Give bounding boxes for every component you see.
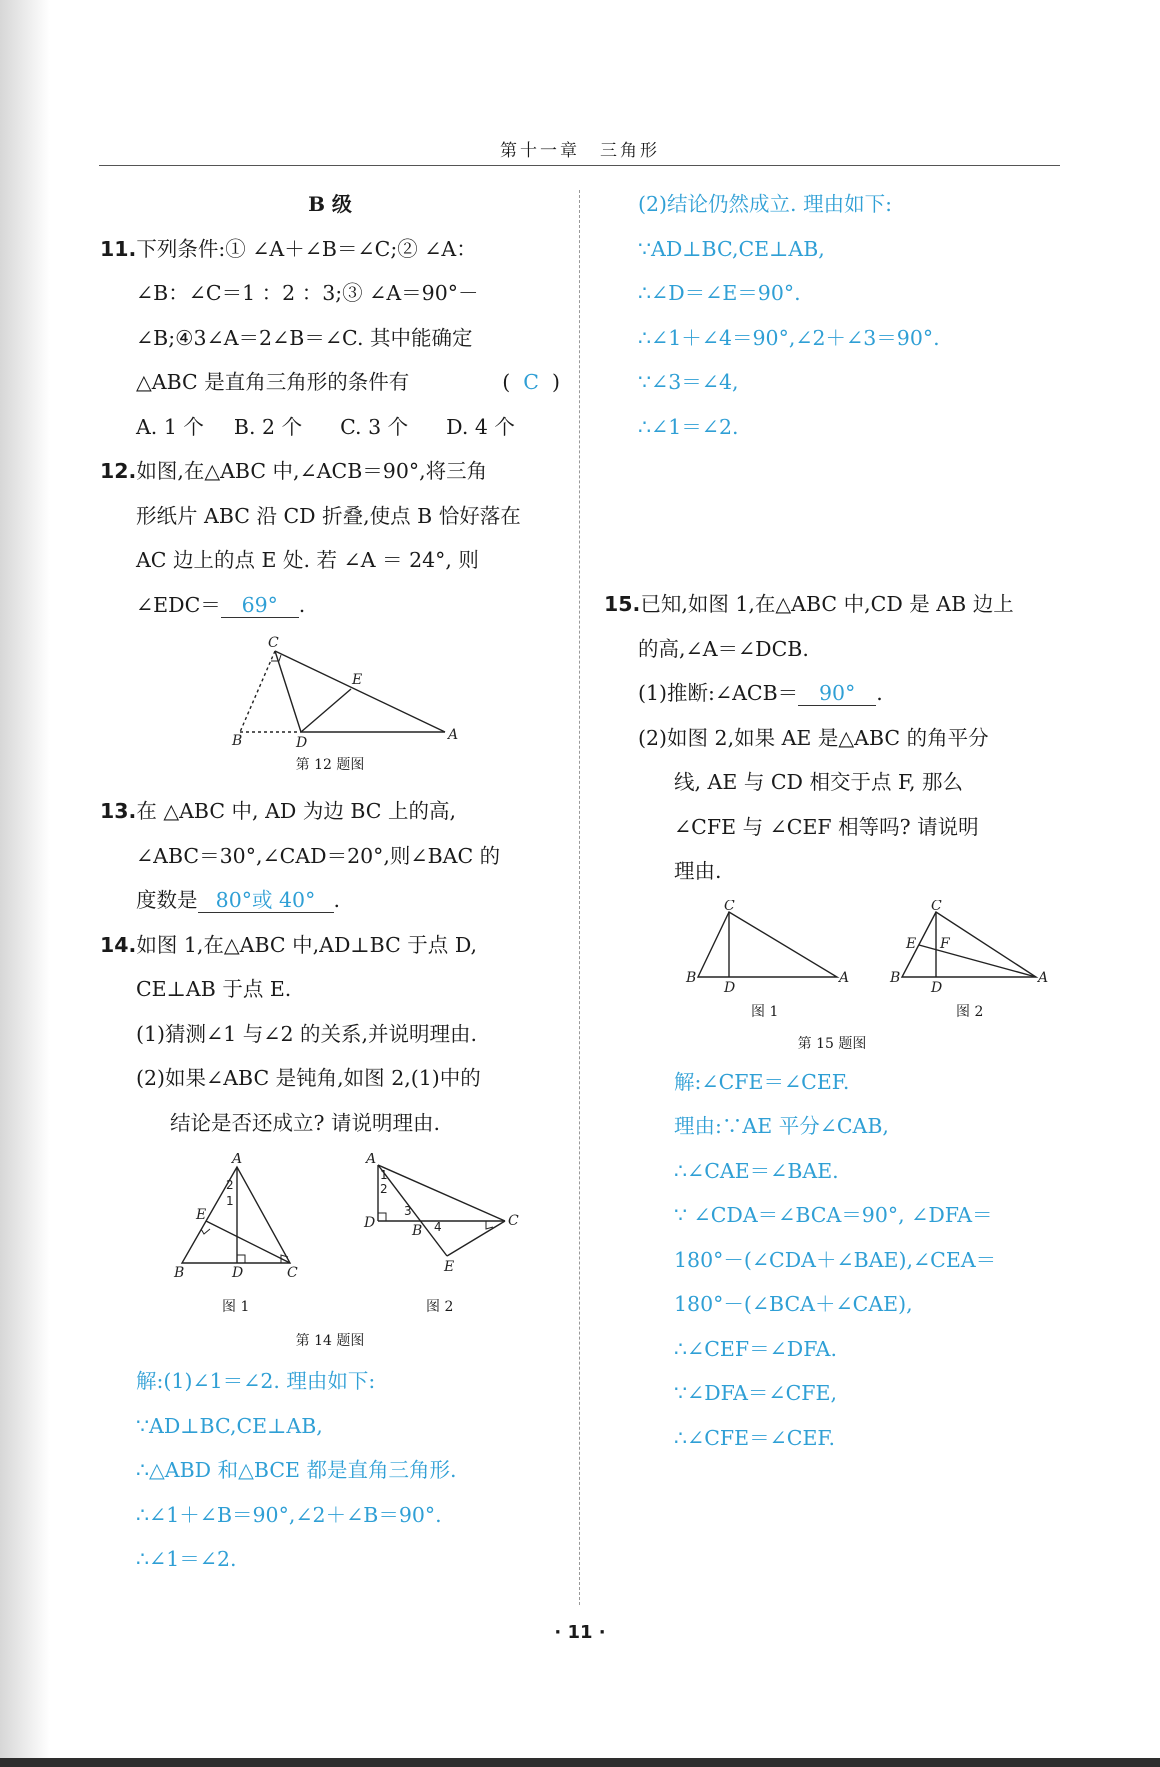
q14-solution-line2: ∵AD⊥BC,CE⊥AB, <box>136 1413 323 1438</box>
q12-label-b: B <box>232 733 243 749</box>
q14-sol2-line3: ∴∠D＝∠E＝90°. <box>638 281 801 305</box>
q15-solution-line5: 180°－(∠CDA＋∠BAE),∠CEA＝ <box>674 1247 997 1272</box>
q15-fig2-label-c: C <box>931 899 942 914</box>
q14-fig2-label-1: 1 <box>380 1168 388 1182</box>
q15-solution-line8: ∵∠DFA＝∠CFE, <box>674 1381 837 1405</box>
q14-sol2-line6: ∴∠1＝∠2. <box>638 414 739 439</box>
q14-sol2-line2: ∵AD⊥BC,CE⊥AB, <box>638 236 825 261</box>
question-13 <box>100 789 560 923</box>
q15-solution-line3: ∴∠CAE＝∠BAE. <box>674 1158 839 1183</box>
q12-caption: 第 12 题图 <box>295 757 365 773</box>
column-divider <box>579 190 580 1605</box>
q15-part2d: 理由. <box>674 859 722 883</box>
q15-fig-captions <box>604 998 1060 1024</box>
q15-part1: (1)推断:∠ACB＝ 90° . <box>638 681 883 705</box>
q11-answer: C <box>523 370 539 394</box>
q14-fig1-label-a: A <box>232 1153 243 1167</box>
q14-sol2-line1: (2)结论仍然成立. 理由如下: <box>638 192 892 216</box>
q14-caption: 第 14 题图 <box>295 1333 365 1349</box>
q14-solution-line1: 解:(1)∠1＝∠2. 理由如下: <box>136 1369 376 1393</box>
q11-options <box>100 405 560 450</box>
q12-line3: AC 边上的点 E 处. 若 ∠A ＝ 24°, 则 <box>136 548 479 572</box>
q14-fig1-label-d: D <box>232 1265 244 1281</box>
q15-fig2-label-e: E <box>906 935 917 952</box>
left-column <box>100 182 560 1582</box>
q14-fig2-label-d: D <box>364 1215 376 1231</box>
q15-solution-line9: ∴∠CFE＝∠CEF. <box>674 1425 835 1450</box>
q15-fig2-label-f: F <box>940 935 950 952</box>
q15-solution-line2: 理由:∵AE 平分∠CAB, <box>674 1114 889 1138</box>
q14-fig2-label-2: 2 <box>380 1182 388 1196</box>
q12-number: 12. <box>100 459 137 483</box>
q14-fig2-label-b: B <box>412 1223 423 1239</box>
q14-fig1-label-e: E <box>196 1207 207 1223</box>
right-column <box>604 182 1060 1460</box>
q12-figure <box>100 631 560 751</box>
q15-fig2-label-a: A <box>1038 969 1049 986</box>
q15-figures <box>604 900 1060 998</box>
q14-solution-line4: ∴∠1＋∠B＝90°,∠2＋∠B＝90°. <box>136 1502 442 1527</box>
q11-number: 11. <box>100 236 137 261</box>
level-heading: B 级 <box>308 192 352 216</box>
q13-line1: 在 △ABC 中, AD 为边 BC 上的高, <box>136 799 457 823</box>
q14-fig1-label-c: C <box>287 1265 298 1281</box>
q14-fig1-label-2: 2 <box>226 1178 234 1192</box>
q14-solution-part2 <box>604 182 1060 449</box>
q11-line3: ∠B;④3∠A＝2∠B＝∠C. 其中能确定 <box>136 325 473 350</box>
q14-line2: CE⊥AB 于点 E. <box>136 977 292 1001</box>
q14-part1: (1)猜测∠1 与∠2 的关系,并说明理由. <box>136 1021 478 1046</box>
q11-line1: 下列条件:① ∠A＋∠B＝∠C;② ∠A： <box>136 236 477 261</box>
q12-line2: 形纸片 ABC 沿 CD 折叠,使点 B 恰好落在 <box>136 503 521 528</box>
q12-line1: 如图,在△ABC 中,∠ACB＝90°,将三角 <box>136 459 488 483</box>
q15-fig1-caption: 图 1 <box>751 1003 779 1020</box>
q11-line4: △ABC 是直角三角形的条件有 ( C ) <box>100 360 560 405</box>
q15-fig2-label-d: D <box>931 979 943 996</box>
q14-figures <box>100 1153 560 1293</box>
q14-fig1-label-1: 1 <box>226 1194 234 1208</box>
q15-fig1-label-b: B <box>686 969 697 986</box>
q11-answer-paren: ( C ) <box>502 370 560 394</box>
q15-fig1-label-d: D <box>724 979 736 996</box>
q11-option-c: C. 3 个 <box>340 414 409 439</box>
q15-fig1-label-a: A <box>839 969 850 986</box>
question-11 <box>100 227 560 450</box>
q12-label-d: D <box>296 735 308 751</box>
q15-part1-answer: 90° <box>798 681 876 706</box>
q14-solution-line3: ∴△ABD 和△BCE 都是直角三角形. <box>136 1458 457 1482</box>
q15-line2: 的高,∠A＝∠DCB. <box>638 636 809 661</box>
bottom-bar <box>0 1758 1160 1767</box>
q13-line3: 度数是 80°或 40° . <box>136 888 341 912</box>
q11-option-d: D. 4 个 <box>446 414 515 439</box>
q15-solution-line1: 解:∠CFE＝∠CEF. <box>674 1069 850 1094</box>
q11-line2: ∠B：∠C＝1 ：2 ：3;③ ∠A＝90°－ <box>136 281 479 305</box>
q14-line1: 如图 1,在△ABC 中,AD⊥BC 于点 D, <box>136 932 478 957</box>
question-15 <box>604 582 1060 1460</box>
q11-option-b: B. 2 个 <box>233 414 303 439</box>
q12-label-c: C <box>268 635 279 651</box>
q14-sol2-line4: ∴∠1＋∠4＝90°,∠2＋∠3＝90°. <box>638 325 940 350</box>
q13-number: 13. <box>100 799 137 823</box>
q14-part2a: (2)如果∠ABC 是钝角,如图 2,(1)中的 <box>136 1066 481 1090</box>
q11-option-a: A. 1 个 <box>136 414 204 439</box>
page-number: · 11 · <box>554 1622 606 1643</box>
q14-solution-line5: ∴∠1＝∠2. <box>136 1547 237 1571</box>
q13-answer: 80°或 40° <box>198 888 334 913</box>
q15-fig2-caption: 图 2 <box>956 1003 984 1020</box>
q14-fig1-label-b: B <box>174 1265 185 1281</box>
q12-line4: ∠EDC＝ 69° . <box>136 592 306 617</box>
page-edge-shadow <box>0 0 50 1767</box>
q14-fig2-label-e: E <box>444 1259 455 1275</box>
question-12 <box>100 449 560 775</box>
q14-part2b: 结论是否还成立? 请说明理由. <box>170 1110 441 1135</box>
q15-part2c: ∠CFE 与 ∠CEF 相等吗? 请说明 <box>674 814 979 839</box>
q14-number: 14. <box>100 932 137 957</box>
q12-label-e: E <box>352 672 363 688</box>
q14-fig2-label-3: 3 <box>404 1204 412 1218</box>
q15-part2b: 线, AE 与 CD 相交于点 F, 那么 <box>674 770 964 794</box>
chapter-header: 第十一章 三角形 <box>500 141 660 161</box>
q12-answer: 69° <box>221 593 299 618</box>
q15-line1: 已知,如图 1,在△ABC 中,CD 是 AB 边上 <box>640 592 1014 616</box>
q14-fig2-label-c: C <box>508 1213 519 1229</box>
q14-fig2-caption: 图 2 <box>426 1299 454 1315</box>
q14-fig2-label-4: 4 <box>434 1220 442 1234</box>
question-14 <box>100 923 560 1582</box>
q12-label-a: A <box>448 727 459 743</box>
q14-fig-captions <box>100 1293 560 1319</box>
q14-sol2-line5: ∵∠3＝∠4, <box>638 370 739 394</box>
q15-caption: 第 15 题图 <box>797 1035 867 1052</box>
q15-solution-line6: 180°－(∠BCA＋∠CAE), <box>674 1292 913 1316</box>
q15-solution-line4: ∵ ∠CDA＝∠BCA＝90°, ∠DFA＝ <box>674 1203 993 1227</box>
q15-part2a: (2)如图 2,如果 AE 是△ABC 的角平分 <box>638 725 989 750</box>
q14-fig1-caption: 图 1 <box>222 1299 250 1315</box>
q15-fig2-label-b: B <box>890 969 901 986</box>
q15-solution-line7: ∴∠CEF＝∠DFA. <box>674 1336 837 1361</box>
q15-number: 15. <box>604 592 641 616</box>
q15-fig1-label-c: C <box>724 899 735 914</box>
q14-fig2-label-a: A <box>366 1153 377 1167</box>
header-rule <box>99 165 1060 166</box>
q13-line2: ∠ABC＝30°,∠CAD＝20°,则∠BAC 的 <box>136 843 501 868</box>
